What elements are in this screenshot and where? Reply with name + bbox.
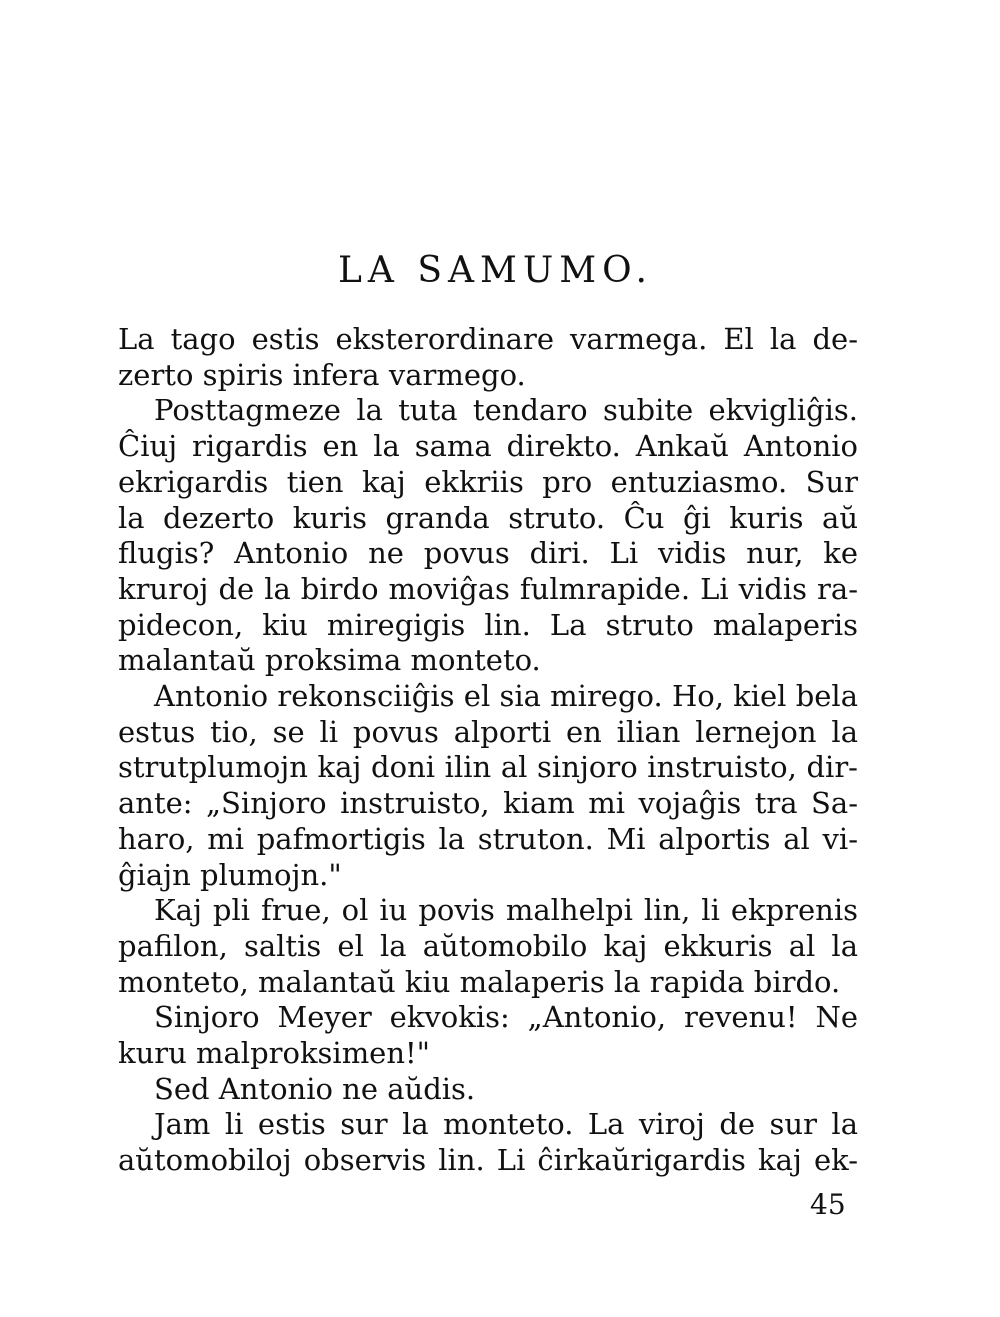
text-line: Kaj pli frue, ol iu povis malhelpi lin, li ekprenis [154, 893, 858, 928]
text-line: estus tio, se li povus alporti en ilian lernejon la [118, 714, 858, 749]
text-line: Jam li estis sur la monteto. La viroj de sur la [154, 1107, 858, 1142]
text-line: Sed Antonio ne aŭdis. [154, 1071, 476, 1106]
text-line: La tago estis eksterordinare varmega. El la de- [118, 322, 858, 356]
text-line: la dezerto kuris granda struto. Ĉu ĝi kuris aŭ [118, 500, 858, 535]
text-line: Posttagmeze la tuta tendaro subite ekvigliĝis. [154, 393, 858, 428]
text-line: ĝiajn plumojn." [118, 857, 342, 892]
text-line: ante: „Sinjoro instruisto, kiam mi vojaĝis tra Sa- [118, 786, 858, 821]
text-line: aŭtomobiloj observis lin. Li ĉirkaŭrigardis kaj ek- [118, 1143, 858, 1178]
text-line: pidecon, kiu miregigis lin. La struto malaperis [118, 607, 858, 642]
text-line: Sinjoro Meyer ekvokis: „Antonio, revenu! Ne [154, 1000, 858, 1035]
text-line: ekrigardis tien kaj ekkriis pro entuziasmo. Sur [118, 464, 858, 499]
text-line: haro, mi pafmortigis la struton. Mi alportis al vi- [118, 821, 858, 856]
text-line: flugis? Antonio ne povus diri. Li vidis nur, ke [118, 536, 858, 571]
text-line: malantaŭ proksima monteto. [118, 643, 541, 678]
text-line: monteto, malantaŭ kiu malaperis la rapida birdo. [118, 964, 841, 999]
text-line: kuru malproksimen!" [118, 1036, 431, 1071]
text-line: pafilon, saltis el la aŭtomobilo kaj ekkuris al la [118, 928, 858, 963]
chapter-body [118, 322, 858, 1179]
text-line: zerto spiris infera varmego. [118, 357, 526, 392]
text-line: Antonio rekonsciiĝis el sia mirego. Ho, kiel bela [154, 679, 858, 714]
text-line: strutplumojn kaj doni ilin al sinjoro instruisto, dir- [118, 750, 858, 785]
text-line: Ĉiuj rigardis en la sama direkto. Ankaŭ Antonio [118, 429, 858, 464]
chapter-title: LA SAMUMO. [338, 250, 653, 291]
page-number: 45 [810, 1188, 846, 1221]
text-line: kruroj de la birdo moviĝas fulmrapide. Li vidis ra- [118, 571, 858, 606]
